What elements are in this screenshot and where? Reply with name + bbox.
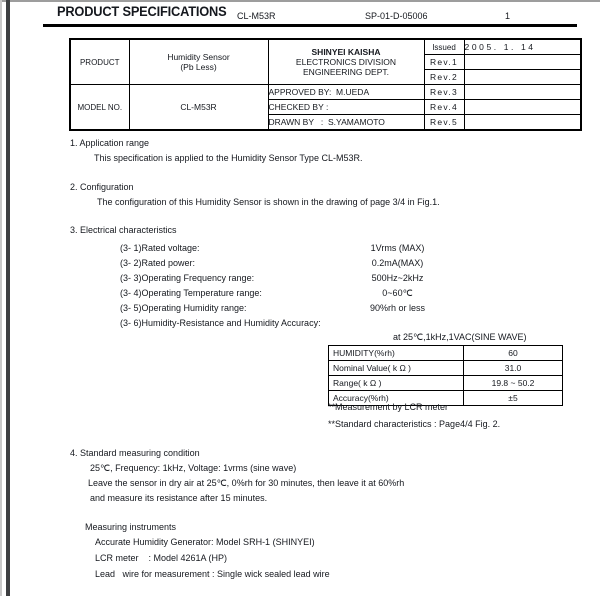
spec-label-rated-voltage: (3- 1)Rated voltage:: [120, 243, 200, 253]
section1-title: 1. Application range: [70, 138, 150, 148]
product-name-cell: [129, 39, 268, 85]
rev3-label: Rev.3: [424, 85, 464, 100]
section2-body: The configuration of this Humidity Sensor is shown in the drawing of page 3/4 in Fig.1.: [97, 197, 440, 207]
model-label: MODEL NO.: [70, 85, 129, 131]
company-cell: [268, 39, 424, 85]
rev5-label: Rev.5: [424, 115, 464, 131]
product-name-line1: Humidity Sensor: [167, 52, 230, 62]
spec-label-rated-power: (3- 2)Rated power:: [120, 258, 196, 268]
product-name-line2: (Pb Less): [180, 62, 217, 72]
section4-title: 4. Standard measuring condition: [70, 448, 200, 458]
rev3-value: [464, 85, 581, 100]
char-row-range-value: 19.8 ~ 50.2: [464, 376, 563, 391]
rev5-value: [464, 115, 581, 131]
footnote-standard: **Standard characteristics : Page4/4 Fig. 2.: [328, 419, 501, 429]
spec-label-frequency-range: (3- 3)Operating Frequency range:: [120, 273, 255, 283]
rev4-value: [464, 100, 581, 115]
characteristics-table: [328, 345, 563, 406]
section4-line2: Leave the sensor in dry air at 25℃, 0%rh for 30 minutes, then leave it at 60%rh: [88, 478, 405, 488]
spec-label-temperature-range: (3- 4)Operating Temperature range:: [120, 288, 262, 298]
char-row-humidity-label: HUMIDITY(%rh): [329, 346, 464, 361]
header-rule: [43, 24, 577, 27]
header-model: CL-M53R: [237, 11, 276, 21]
spec-value-rated-voltage: 1Vrms (MAX): [370, 243, 425, 253]
char-row-range-label: Range( k Ω ): [329, 376, 464, 391]
checked-by: CHECKED BY :: [268, 100, 424, 115]
char-row-nominal-value: 31.0: [464, 361, 563, 376]
rev1-label: Rev.1: [424, 55, 464, 70]
company-dept: ENGINEERING DEPT.: [303, 67, 389, 77]
section2-title: 2. Configuration: [70, 182, 134, 192]
approved-by: APPROVED BY: M.UEDA: [268, 85, 424, 100]
doc-title: PRODUCT SPECIFICATIONS: [57, 4, 227, 19]
instrument-lead-wire: Lead wire for measurement : Single wick sealed lead wire: [95, 569, 330, 579]
section4-line1: 25℃, Frequency: 1kHz, Voltage: 1vrms (sine wave): [90, 463, 297, 473]
rev4-label: Rev.4: [424, 100, 464, 115]
instrument-lcr-meter: LCR meter : Model 4261A (HP): [95, 553, 228, 563]
instrument-humidity-generator: Accurate Humidity Generator: Model SRH-1 (SHINYEI): [95, 537, 315, 547]
model-value: CL-M53R: [129, 85, 268, 131]
condition-note: at 25℃,1kHz,1VAC(SINE WAVE): [393, 332, 527, 342]
instruments-title: Measuring instruments: [85, 522, 177, 532]
product-label: PRODUCT: [70, 39, 129, 85]
company-name: SHINYEI KAISHA: [311, 47, 381, 57]
page-edge-left: [6, 0, 10, 596]
spec-label-humidity-range: (3- 5)Operating Humidity range:: [120, 303, 247, 313]
spec-value-rated-power: 0.2mA(MAX): [371, 258, 424, 268]
footnote-measurement: **Measurement by LCR meter: [328, 402, 449, 412]
char-row-nominal-label: Nominal Value( k Ω ): [329, 361, 464, 376]
company-division: ELECTRONICS DIVISION: [295, 57, 397, 67]
section4-line3: and measure its resistance after 15 minutes.: [90, 493, 268, 503]
spec-value-humidity-range: 90%rh or less: [369, 303, 426, 313]
char-row-accuracy-label: Accuracy(%rh): [329, 391, 464, 406]
spec-value-frequency-range: 500Hz~2kHz: [371, 273, 424, 283]
header-page-number: 1: [505, 11, 511, 21]
rev1-value: [464, 55, 581, 70]
header-doc-number: SP-01-D-05006: [365, 11, 428, 21]
spec-value-temperature-range: 0~60℃: [382, 288, 413, 298]
char-row-humidity-value: 60: [464, 346, 563, 361]
section3-title: 3. Electrical characteristics: [70, 225, 177, 235]
drawn-by: DRAWN BY : S.YAMAMOTO: [268, 115, 424, 131]
page-edge-left-light: [0, 0, 2, 596]
spec-label-humidity-accuracy: (3- 6)Humidity-Resistance and Humidity Accuracy:: [120, 318, 321, 328]
title-block-table: [69, 38, 582, 131]
page-edge-top: [0, 0, 600, 2]
section1-body: This specification is applied to the Humidity Sensor Type CL-M53R.: [94, 153, 363, 163]
rev2-value: [464, 70, 581, 85]
rev2-label: Rev.2: [424, 70, 464, 85]
issued-date: 2005. 1. 14: [464, 39, 581, 55]
issued-label: Issued: [424, 39, 464, 55]
char-row-accuracy-value: ±5: [464, 391, 563, 406]
